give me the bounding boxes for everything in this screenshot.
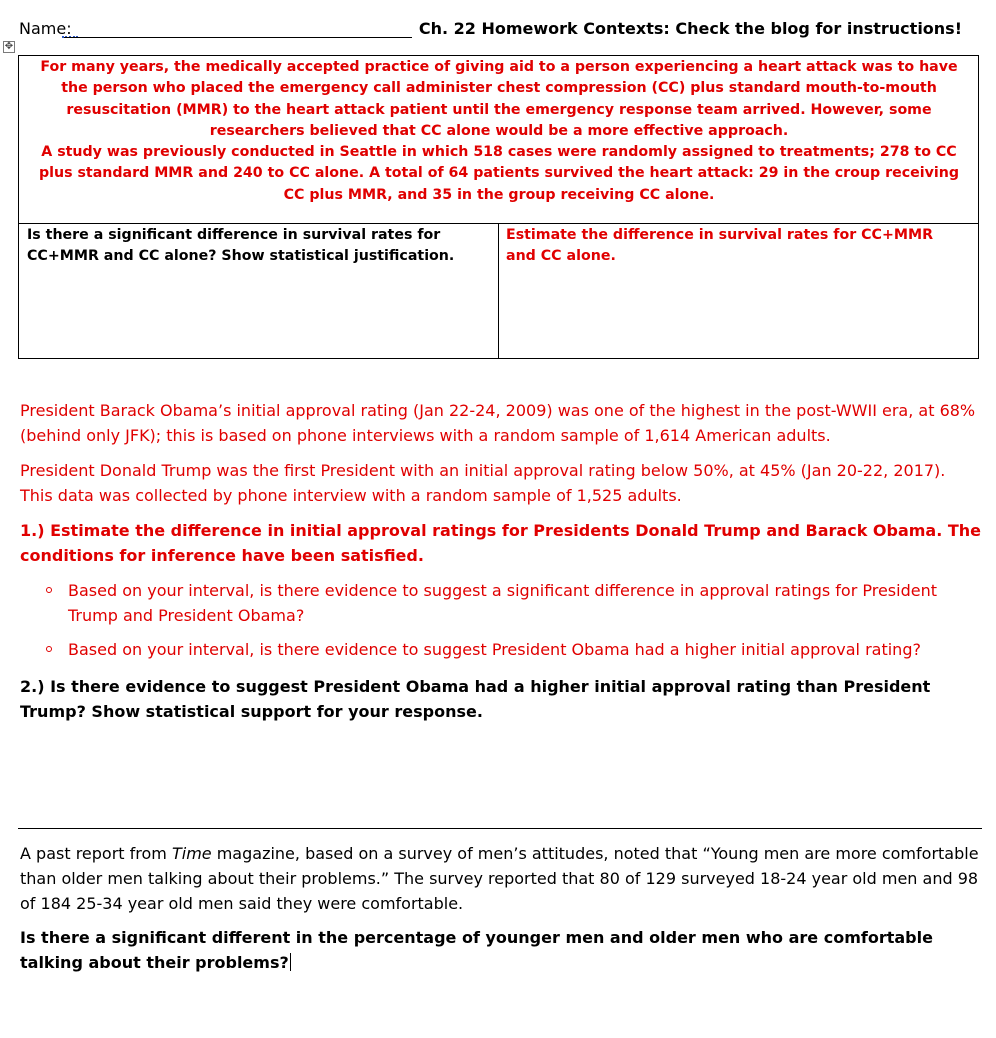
final-question[interactable] bbox=[20, 925, 982, 975]
bullet-text: Based on your interval, is there evidence to suggest President Obama had a higher initial approval rating? bbox=[68, 640, 921, 659]
trump-approval-paragraph: President Donald Trump was the first President with an initial approval rating below 50%, at 45% (Jan 20-22, 2017). This data was collected by phone interview with a random sample of 1,525 adults. bbox=[20, 461, 946, 505]
question-1: 1.) Estimate the difference in initial approval ratings for Presidents Donald Trump and Barack Obama. The conditions for inference have been satisfied. bbox=[20, 521, 982, 565]
heart-attack-intro: For many years, the medically accepted practice of giving aid to a person experiencing a heart attack was to have the person who placed the emergency call administer chest compression (CC) plus standard mouth-to-mouth resuscitation (MMR) to the heart attack patient until the emergency response team arrived. However, some researchers believed that CC alone would be a more effective approach. bbox=[40, 59, 958, 139]
name-label: Name: bbox=[19, 19, 72, 38]
hollow-bullet-icon bbox=[46, 646, 52, 652]
heart-attack-context-text bbox=[32, 57, 966, 206]
question-2: 2.) Is there evidence to suggest President Obama had a higher initial approval rating than President Trump? Show statistical support for your response. bbox=[20, 677, 931, 721]
time-text-before: A past report from bbox=[20, 844, 172, 863]
bullet-text: Based on your interval, is there evidence to suggest a significant difference in approval ratings for President Trump and President Obama? bbox=[68, 581, 937, 625]
final-question-text: Is there a significant different in the percentage of younger men and older men who are comfortable talking about their problems? bbox=[20, 928, 933, 972]
text-cursor bbox=[290, 953, 291, 971]
page-title: Ch. 22 Homework Contexts: Check the blog for instructions! bbox=[418, 19, 962, 38]
time-survey-paragraph bbox=[20, 841, 982, 916]
time-magazine-name: Time bbox=[171, 844, 212, 863]
hollow-bullet-icon bbox=[46, 587, 52, 593]
question-significance: Is there a significant difference in survival rates for CC+MMR and CC alone? Show statistical justification. bbox=[27, 227, 455, 265]
name-blank-line[interactable] bbox=[64, 37, 412, 38]
question-estimate: Estimate the difference in survival rates for CC+MMR and CC alone. bbox=[506, 227, 934, 265]
section-divider bbox=[18, 828, 982, 829]
move-handle-icon[interactable]: ✥ bbox=[4, 41, 14, 52]
time-text-after: magazine, based on a survey of men’s attitudes, noted that “Young men are more comfortable than older men talking about their problems.” The survey reported that 80 of 129 surveyed 18-24 year old men and 98 of 184 25-34 year old men said they were comfortable. bbox=[20, 844, 979, 913]
heart-attack-study: A study was previously conducted in Seattle in which 518 cases were randomly assigned to treatments; 278 to CC plus standard MMR and 240 to CC alone. A total of 64 patients survived the heart attack: 29 in the croup receiving CC plus MMR, and 35 in the group receiving CC alone. bbox=[38, 144, 960, 203]
table-edge-marker bbox=[978, 223, 979, 239]
obama-approval-paragraph: President Barack Obama’s initial approval rating (Jan 22-24, 2009) was one of the highest in the post-WWII era, at 68% (behind only JFK); this is based on phone interviews with a random sample of 1,614 American adults. bbox=[20, 401, 976, 445]
